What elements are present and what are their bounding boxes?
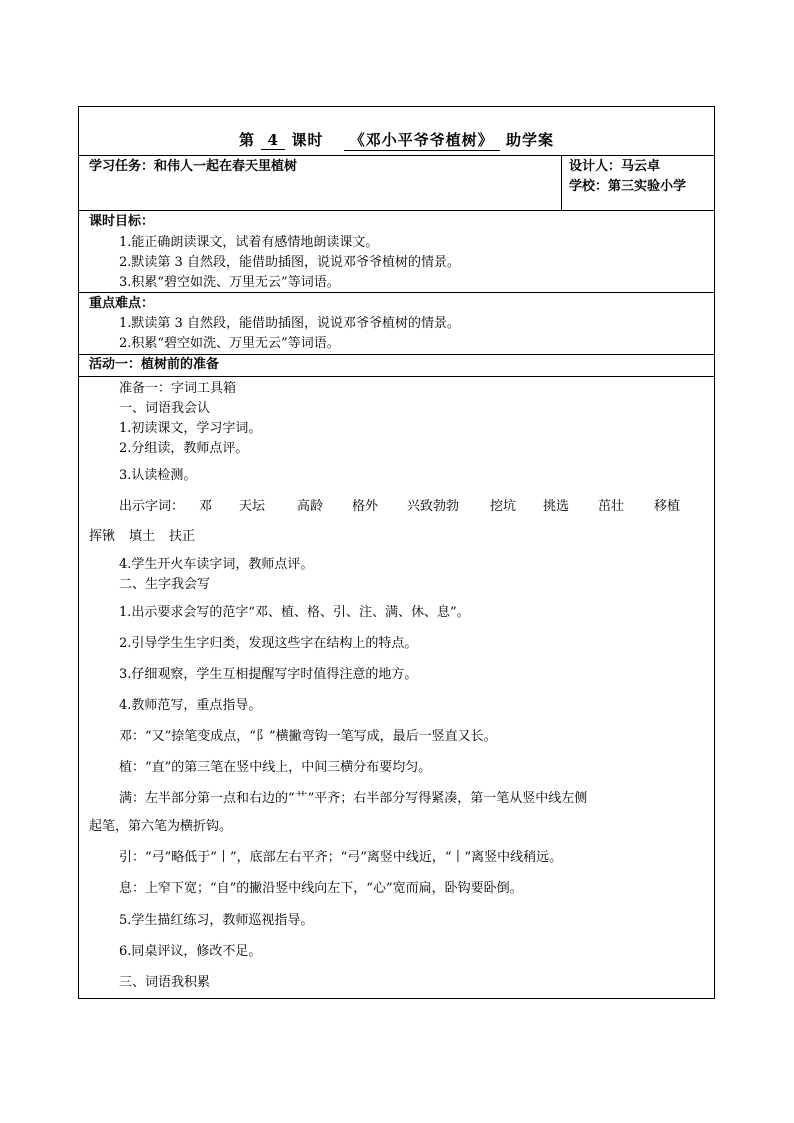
step: 5.学生描红练习，教师巡视指导。 (119, 913, 314, 928)
key-point-item: 1.默读第 3 自然段，能借助插图，说说邓爷爷植树的情景。 (119, 316, 460, 331)
step: 1.初读课文，学习字词。 (119, 421, 262, 436)
step: 1.出示要求会写的范字“邓、植、格、引、注、满、休、息”。 (119, 605, 470, 620)
char-note: 邓：“又”捺笔变成点，“阝”横撇弯钩一笔写成，最后一竖直又长。 (119, 729, 497, 744)
step: 2.分组读，教师点评。 (119, 441, 249, 456)
word-list: 出示字词： 邓 天坛 高龄 格外 兴致勃勃 挖坑 挑选 茁壮 移植 (119, 499, 681, 514)
step: 4.教师范写，重点指导。 (119, 698, 262, 713)
char-note: 息：上窄下宽；“自”的撇沿竖中线向左下，“心”宽而扁，卧钩要卧倒。 (119, 881, 523, 896)
task-row (79, 155, 714, 210)
step: 4.学生开火车读字词，教师点评。 (119, 557, 314, 572)
school: 学校：第三实验小学 (569, 179, 687, 194)
objectives-heading: 课时目标： (89, 214, 155, 229)
page-title: 第 4 课时 《邓小平爷爷植树》 助学案 (239, 131, 554, 149)
activity-heading: 活动一：植树前的准备 (89, 357, 220, 372)
designer: 设计人：马云卓 (569, 159, 661, 174)
step: 6.同桌评议，修改不足。 (119, 944, 262, 959)
key-points-row (79, 292, 714, 354)
section-heading: 二、生字我会写 (119, 577, 211, 592)
lesson-plan-table (78, 106, 715, 999)
book-title: 《邓小平爷爷植树》 (344, 129, 500, 151)
char-note: 满：左半部分第一点和右边的“艹”平齐；右半部分写得紧凑，第一笔从竖中线左侧 (119, 791, 588, 806)
step: 3.仔细观察，学生互相提醒写字时值得注意的地方。 (119, 667, 418, 682)
objective-item: 2.默读第 3 自然段，能借助插图，说说邓爷爷植树的情景。 (119, 255, 460, 270)
divider (561, 156, 562, 210)
prep-label: 准备一：字词工具箱 (119, 381, 237, 396)
objectives-row (79, 210, 714, 292)
char-note: 植：“直”的第三笔在竖中线上，中间三横分布要均匀。 (119, 760, 432, 775)
activity-body (79, 376, 714, 998)
lesson-number: 4 (261, 131, 285, 150)
section-heading: 一、词语我会认 (119, 401, 211, 416)
objective-item: 3.积累“碧空如洗、万里无云”等词语。 (119, 275, 340, 290)
step: 2.引导学生生字归类，发现这些字在结构上的特点。 (119, 636, 418, 651)
section-heading: 三、词语我积累 (119, 975, 211, 990)
char-note: 引：“弓”略低于“丨”，底部左右平齐；“弓”离竖中线近，“丨”离竖中线稍远。 (119, 850, 563, 865)
char-note-continued: 起笔，第六笔为横折钩。 (89, 819, 233, 834)
activity-heading-row (79, 354, 714, 376)
key-point-item: 2.积累“碧空如洗、万里无云”等词语。 (119, 336, 340, 351)
objective-item: 1.能正确朗读课文，试着有感情地朗读课文。 (119, 235, 379, 250)
key-points-heading: 重点难点： (89, 296, 155, 311)
task-label: 学习任务：和伟人一起在春天里植树 (89, 159, 298, 174)
word-list-continued: 挥锹 填土 扶正 (89, 529, 196, 544)
step: 3.认读检测。 (119, 468, 197, 483)
